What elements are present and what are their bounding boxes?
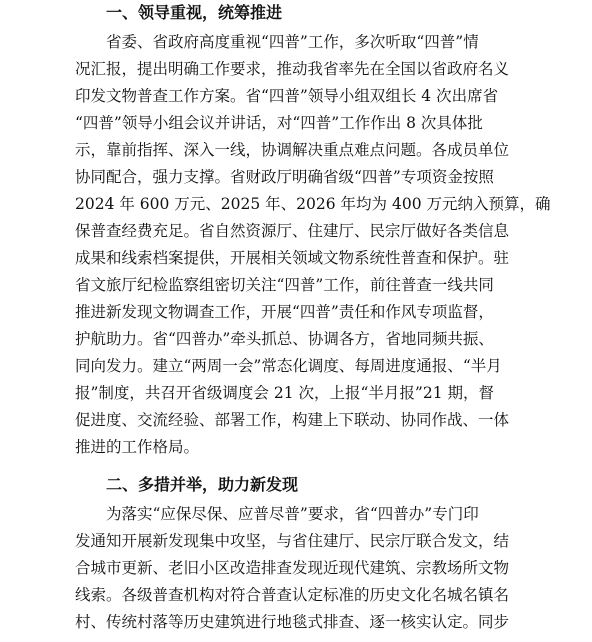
section-heading-1: 一、领导重视，统筹推进 <box>106 3 283 22</box>
paragraph-line: 促进度、交流经验、部署工作，构建上下联动、协同作战、一体 <box>75 411 510 429</box>
paragraph-line: 2024 年 600 万元、2025 年、2026 年均为 400 万元纳入预算，确 <box>75 195 551 213</box>
paragraph-line: 省文旅厅纪检监察组密切关注“四普”工作，前往普查一线共同 <box>75 276 494 294</box>
paragraph-line: 护航助力。省“四普办”牵头抓总、协调各方，省地同频共振、 <box>75 330 494 348</box>
paragraph-line: 示，靠前指挥、深入一线，协调解决重点难点问题。各成员单位 <box>75 141 510 159</box>
paragraph-line: 成果和线索档案提供，开展相关领域文物系统性普查和保护。驻 <box>75 249 510 267</box>
paragraph-line: 推进新发现文物调查工作，开展“四普”责任和作风专项监督， <box>75 303 494 321</box>
paragraph-line: 协同配合，强力支撑。省财政厅明确省级“四普”专项资金按照 <box>75 168 494 186</box>
paragraph-line: 况汇报，提出明确工作要求，推动我省率先在全国以省政府名义 <box>75 60 510 78</box>
paragraph-line: “四普”领导小组会议并讲话，对“四普”工作作出 8 次具体批 <box>75 114 483 132</box>
paragraph-line: 保普查经费充足。省自然资源厅、住建厅、民宗厅做好各类信息 <box>75 222 510 240</box>
paragraph-line: 合城市更新、老旧小区改造排查发现近现代建筑、宗教场所文物 <box>75 559 510 577</box>
paragraph-line: 同向发力。建立“两周一会”常态化调度、每周进度通报、“半月 <box>75 357 502 375</box>
paragraph-line: 村、传统村落等历史建筑进行地毯式排查、逐一核实认定。同步 <box>75 613 510 631</box>
section-heading-2: 二、多措并举，助力新发现 <box>106 475 299 494</box>
section-paragraph-1 <box>75 29 551 461</box>
paragraph-line: 省委、省政府高度重视“四普”工作，多次听取“四普”情 <box>106 33 479 51</box>
section-paragraph-2 <box>75 501 535 636</box>
paragraph-line: 为落实“应保尽保、应普尽普”要求，省“四普办”专门印 <box>106 505 479 523</box>
paragraph-line: 发通知开展新发现集中攻坚，与省住建厅、民宗厅联合发文，结 <box>75 532 510 550</box>
paragraph-line: 印发文物普查工作方案。省“四普”领导小组双组长 4 次出席省 <box>75 87 499 105</box>
paragraph-line: 报”制度，共召开省级调度会 21 次，上报“半月报”21 期，督 <box>75 384 495 402</box>
paragraph-line: 线索。各级普查机构对符合普查认定标准的历史文化名城名镇名 <box>75 586 510 604</box>
paragraph-line: 推进的工作格局。 <box>75 438 200 456</box>
